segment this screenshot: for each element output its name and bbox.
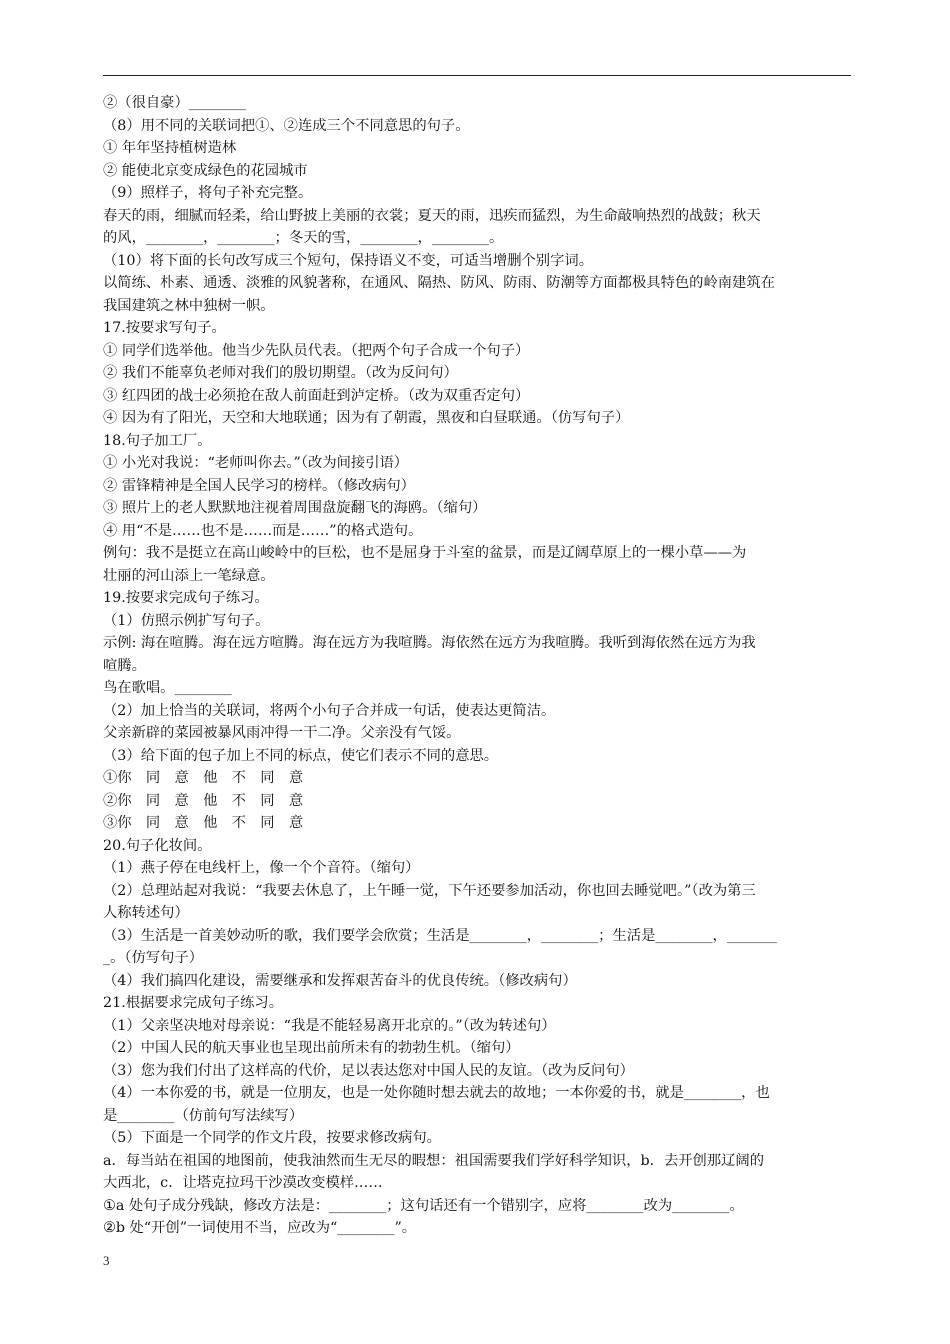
text-line: ② 能使北京变成绿色的花园城市 [103,162,308,179]
text-line: （3）生活是一首美妙动听的歌，我们要学会欣赏；生活是________，________；生活是________，_______ [103,927,777,944]
document-body [103,92,851,1240]
question-10: （10）将下面的长句改写成三个短句，保持语义不变，可适当增删个别字词。 [103,252,593,269]
text-line: ① 年年坚持植树造林 [103,140,237,156]
text-line: 我国建筑之林中独树一帜。 [103,297,275,314]
text-line: 鸟在歌唱。________ [103,680,232,696]
question-9: （9）照样子，将句子补充完整。 [103,185,313,201]
text-line: ① 小光对我说：“老师叫你去。”（改为间接引语） [103,455,409,471]
text-line: （1）父亲坚决地对母亲说：“我是不能轻易离开北京的。”（改为转述句） [103,1017,556,1034]
text-line: ②（很自豪）________ [103,95,246,111]
text-line: （2）加上恰当的关联词，将两个小句子合并成一句话，使表达更简洁。 [103,702,556,719]
text-line: ①a 处句子成分残缺，修改方法是：________；这句话还有一个错别字，应将________改为________。 [103,1197,744,1214]
text-line: 人称转述句） [103,905,189,921]
question-21: 21.根据要求完成句子练习。 [103,995,284,1011]
question-18: 18.句子加工厂。 [103,432,212,449]
text-line: ②b 处“开创”一词使用不当，应改为“________”。 [103,1220,417,1236]
text-line: ③你 同 意 他 不 同 意 [103,815,304,831]
text-line: （5）下面是一个同学的作文片段，按要求修改病句。 [103,1130,441,1146]
text-line: ③ 红四团的战士必须抢在敌人前面赶到泸定桥。（改为双重否定句） [103,387,530,404]
text-line: 示例: 海在喧腾。海在远方喧腾。海在远方为我喧腾。海依然在远方为我喧腾。我听到海依然在远方为我 [103,635,756,651]
page-number: 3 [103,1253,110,1268]
question-8: （8）用不同的关联词把①、②连成三个不同意思的句子。 [103,117,470,134]
question-20: 20.句子化妆间。 [103,837,212,854]
question-17: 17.按要求写句子。 [103,320,226,336]
text-line: 喧腾。 [103,657,146,674]
text-line: （2）中国人民的航天事业也呈现出前所未有的勃勃生机。（缩句） [103,1040,520,1056]
text-line: 父亲新辟的菜园被暴风雨冲得一干二净。父亲没有气馁。 [103,725,461,741]
text-line: （1）燕子停在电线杆上，像一个个音符。（缩句） [103,860,420,876]
text-line: ①你 同 意 他 不 同 意 [103,770,304,786]
text-line: ① 同学们选举他。他当少先队员代表。（把两个句子合成一个句子） [103,342,530,359]
text-line: 是________（仿前句写法续写） [103,1107,304,1124]
text-line: 大西北，c．让塔克拉玛干沙漠改变模样…… [103,1175,383,1191]
text-line: ② 雷锋精神是全国人民学习的榜样。（修改病句） [103,477,415,494]
question-19: 19.按要求完成句子练习。 [103,590,269,606]
text-line: （3）您为我们付出了这样高的代价，足以表达您对中国人民的友谊。（改为反问句） [103,1062,634,1079]
header-rule [103,75,851,76]
text-line: （2）总理站起对我说：“我要去休息了，上午睡一觉，下午还要参加活动，你也回去睡觉吧。”（改为第三 [103,882,756,899]
text-line: ④ 用“不是……也不是……而是……”的格式造句。 [103,522,423,539]
text-line: 例句：我不是挺立在高山峻岭中的巨松，也不是屈身于斗室的盆景，而是辽阔草原上的一棵小草——为 [103,545,747,561]
text-line: 的风，________，________；冬天的雪，________，________。 [103,230,504,246]
text-line: ④ 因为有了阳光，天空和大地联通；因为有了朝霞，黑夜和白昼联通。（仿写句子） [103,410,630,426]
text-line: ② 我们不能辜负老师对我们的殷切期望。（改为反问句） [103,365,458,381]
text-line: （4）一本你爱的书，就是一位朋友，也是一处你随时想去就去的故地；一本你爱的书，就是________，也 [103,1085,770,1101]
text-line: ③ 照片上的老人默默地注视着周围盘旋翻飞的海鸥。（缩句） [103,500,487,516]
text-line: _。（仿写句子） [103,950,204,966]
text-line: 壮丽的河山添上一笔绿意。 [103,567,275,584]
text-line: 春天的雨，细腻而轻柔，给山野披上美丽的衣裳；夏天的雨，迅疾而猛烈，为生命敲响热烈的战鼓；秋天 [103,207,761,224]
text-line: （3）给下面的包子加上不同的标点，使它们表示不同的意思。 [103,747,499,764]
text-line: a．每当站在祖国的地图前，使我油然而生无尽的暇想：祖国需要我们学好科学知识，b．去开创那辽阔的 [103,1152,765,1169]
text-line: ②你 同 意 他 不 同 意 [103,792,304,809]
text-line: 以简练、朴素、通透、淡雅的风貌著称，在通风、隔热、防风、防雨、防潮等方面都极具特色的岭南建筑在 [103,275,775,291]
text-line: （1）仿照示例扩写句子。 [103,612,270,629]
text-line: （4）我们搞四化建设，需要继承和发挥艰苦奋斗的优良传统。（修改病句） [103,972,577,989]
